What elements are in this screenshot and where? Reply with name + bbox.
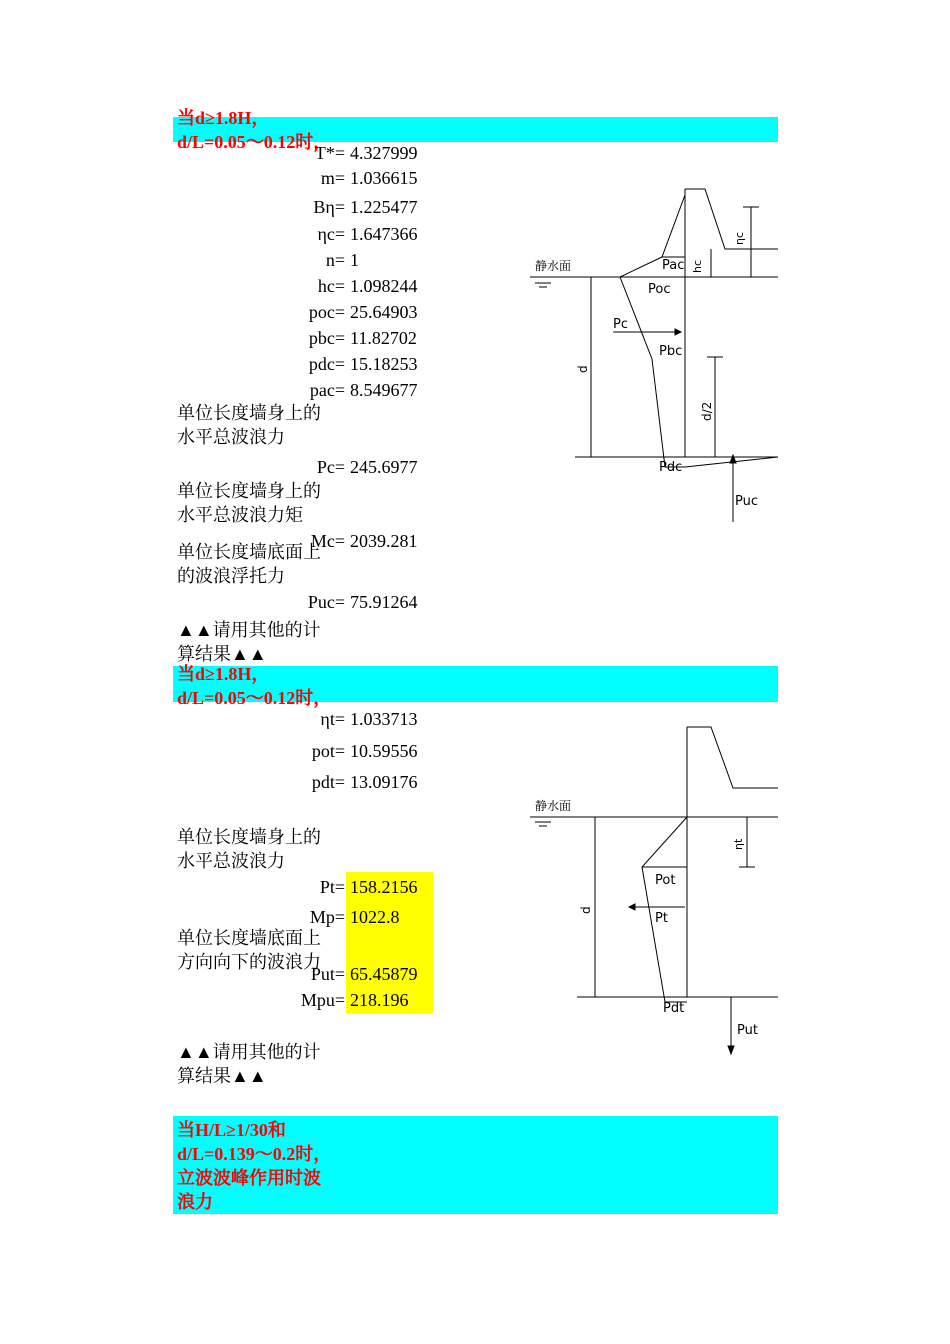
param-value: 1.098244 <box>350 276 418 296</box>
param-label: T*= <box>314 143 345 163</box>
section2-header-band <box>173 664 778 708</box>
section2-header: 当d≥1.8H， d/L=0.05～0.12时， <box>177 664 332 708</box>
param-row-n <box>165 247 345 273</box>
param-value: 1.036615 <box>350 168 418 188</box>
param-label: ηt= <box>320 709 345 729</box>
result-row-pc <box>165 454 345 480</box>
pot-label: Pot <box>655 873 676 888</box>
param-label: poc= <box>308 302 345 322</box>
param-value: 1 <box>350 250 359 270</box>
param-value: 11.82702 <box>350 328 417 348</box>
result-label: Mp= <box>309 907 345 927</box>
result-label: Pt= <box>319 877 345 897</box>
result-row-mpu <box>165 987 345 1013</box>
param-label: ηc= <box>317 224 345 244</box>
desc-horizontal-force-2: 单位长度墙身上的 水平总波浪力 <box>177 827 321 871</box>
result-label: Put= <box>310 964 345 984</box>
param-row-eta-c <box>165 221 345 247</box>
pac-label: Pac <box>662 258 685 273</box>
param-label: pdc= <box>308 354 345 374</box>
param-row-pac <box>165 377 345 403</box>
param-row-poc <box>165 299 345 325</box>
d-label: d <box>579 906 593 914</box>
param-row-t-star <box>165 140 345 166</box>
param-value: 25.64903 <box>350 302 418 322</box>
result-row-puc <box>165 589 345 615</box>
result-value: 218.196 <box>350 990 409 1010</box>
param-label: m= <box>320 168 345 188</box>
note-use-other-results-2: ▲▲请用其他的计 算结果▲▲ <box>177 1042 321 1086</box>
result-label: Puc= <box>307 592 345 612</box>
eta-c-label: ηc <box>733 231 746 245</box>
desc-downward-force: 单位长度墙底面上 方向向下的波浪力 <box>177 928 321 972</box>
put-label: Put <box>737 1023 758 1038</box>
param-value: 1.033713 <box>350 709 418 729</box>
d-label: d <box>576 365 590 373</box>
poc-label: Poc <box>648 282 671 297</box>
section3-header-band <box>173 1116 778 1214</box>
param-value: 15.18253 <box>350 354 418 374</box>
result-row-put <box>165 961 345 987</box>
result-label: Mc= <box>310 531 345 551</box>
pressure-envelope <box>642 817 687 1002</box>
d-half-label: d/2 <box>700 401 714 421</box>
param-label: pac= <box>309 380 345 400</box>
result-label: Mpu= <box>300 990 345 1010</box>
trough-pressure-diagram <box>525 722 785 1062</box>
param-row-b-eta <box>165 194 345 220</box>
desc-downward-clip <box>177 928 347 972</box>
param-row-pdc <box>165 351 345 377</box>
param-row-pbc <box>165 325 345 351</box>
param-label: hc= <box>317 276 345 296</box>
wall-crown <box>687 727 778 788</box>
result-label: Pc= <box>316 457 345 477</box>
still-water-label: 静水面 <box>535 259 572 273</box>
eta-t-label: ηt <box>732 838 745 850</box>
puc-label: Puc <box>735 494 758 509</box>
param-row-hc <box>165 273 345 299</box>
param-label: pbc= <box>308 328 345 348</box>
result-value: 2039.281 <box>350 531 418 551</box>
result-value: 75.91264 <box>350 592 418 612</box>
param-row-pdt <box>165 769 345 795</box>
param-value: 1.225477 <box>350 197 418 217</box>
param-row-eta-t <box>165 706 345 732</box>
param-value: 1.647366 <box>350 224 418 244</box>
pdt-label: Pdt <box>663 1001 685 1016</box>
pbc-label: Pbc <box>659 344 683 359</box>
param-label: Bη= <box>313 197 345 217</box>
param-row-pot <box>165 738 345 764</box>
desc-uplift-clip <box>177 542 347 590</box>
result-value: 1022.8 <box>350 907 400 927</box>
param-row-m <box>165 165 345 191</box>
param-value: 8.549677 <box>350 380 418 400</box>
result-value: 245.6977 <box>350 457 418 477</box>
param-value: 4.327999 <box>350 143 418 163</box>
crest-pressure-diagram <box>525 187 785 527</box>
wall-crown <box>685 189 778 249</box>
result-row-pt <box>165 874 345 900</box>
hc-label: hc <box>691 259 704 273</box>
pt-label: Pt <box>655 911 668 926</box>
pdc-label: Pdc <box>659 460 683 475</box>
param-label: pot= <box>311 741 345 761</box>
still-water-label: 静水面 <box>535 799 572 813</box>
note-use-other-results: ▲▲请用其他的计 算结果▲▲ <box>177 620 321 664</box>
result-value: 65.45879 <box>350 964 418 984</box>
param-label: pdt= <box>311 772 345 792</box>
desc-horizontal-force: 单位长度墙身上的 水平总波浪力 <box>177 403 321 447</box>
param-value: 13.09176 <box>350 772 418 792</box>
result-value: 158.2156 <box>350 877 418 897</box>
section3-header: 当H/L≥1/30和 d/L=0.139～0.2时， 立波波峰作用时波 浪力 <box>177 1120 332 1212</box>
desc-uplift: 单位长度墙底面上 的波浪浮托力 <box>177 542 321 586</box>
section1-header-band <box>173 108 778 152</box>
section1-header: 当d≥1.8H， d/L=0.05～0.12时， <box>177 108 332 152</box>
param-label: n= <box>325 250 345 270</box>
desc-horizontal-moment: 单位长度墙身上的 水平总波浪力矩 <box>177 481 321 525</box>
param-value: 10.59556 <box>350 741 418 761</box>
pc-label: Pc <box>613 317 628 332</box>
